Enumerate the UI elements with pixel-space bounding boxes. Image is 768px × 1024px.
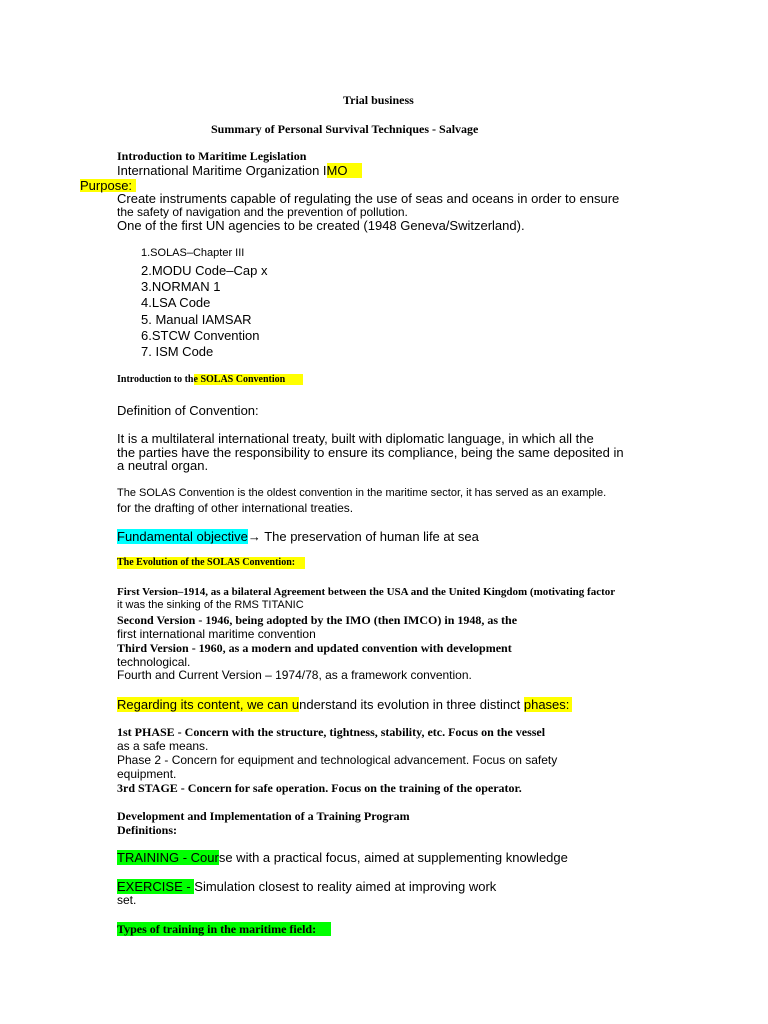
phase-3-line-1: 3rd STAGE - Concern for safe operation. Focus on the training of the operator. <box>117 781 522 795</box>
phase-2-line-2: equipment. <box>117 767 177 781</box>
list-item: 5. Manual IAMSAR <box>141 312 252 327</box>
exercise-text: Simulation closest to reality aimed at improving work <box>194 879 497 894</box>
fundamental-highlight: Fundamental objective <box>117 529 248 544</box>
training-definition <box>117 851 568 864</box>
version-3-line-1: Third Version - 1960, as a modern and updated convention with development <box>117 641 512 655</box>
purpose-line-2: the safety of navigation and the prevention of pollution. <box>117 205 408 219</box>
regarding-line <box>117 698 572 711</box>
solas-intro-highlight: e SOLAS Convention <box>194 374 304 385</box>
exercise-highlight: EXERCISE - <box>117 879 195 894</box>
exercise-definition <box>117 880 496 893</box>
oldest-line-2: for the drafting of other international treaties. <box>117 501 354 515</box>
imo-text: International Maritime Organization I <box>117 163 327 178</box>
evolution-heading: The Evolution of the SOLAS Convention: <box>117 557 305 569</box>
definition-heading: Definition of Convention: <box>117 403 259 418</box>
list-item: 7. ISM Code <box>141 344 214 359</box>
document-title: Trial business <box>343 93 414 107</box>
definition-line-2: the parties have the responsibility to ensure its compliance, being the same deposited in <box>117 445 624 460</box>
version-3-line-2: technological. <box>117 655 191 669</box>
version-1-line-2: it was the sinking of the RMS TITANIC <box>117 599 304 611</box>
regarding-text: nderstand its evolution in three distinct <box>299 697 524 712</box>
purpose-line-3: One of the first UN agencies to be created (1948 Geneva/Switzerland). <box>117 218 525 233</box>
list-item: 1.SOLAS–Chapter III <box>141 247 245 259</box>
development-heading: Development and Implementation of a Training Program <box>117 809 410 823</box>
version-2-line-1: Second Version - 1946, being adopted by the IMO (then IMCO) in 1948, as the <box>117 613 518 627</box>
oldest-line-1: The SOLAS Convention is the oldest convention in the maritime sector, it has served as an example. <box>117 487 607 499</box>
solas-intro-heading <box>117 375 303 385</box>
version-1-line-1: First Version–1914, as a bilateral Agreement between the USA and the United Kingdom (motivating factor <box>117 586 616 598</box>
definition-line-1: It is a multilateral international treaty, built with diplomatic language, in which all the <box>117 431 594 446</box>
version-2-line-2: first international maritime convention <box>117 627 316 641</box>
fundamental-objective <box>117 530 479 543</box>
definition-line-3: a neutral organ. <box>117 458 209 473</box>
regarding-highlight: Regarding its content, we can u <box>117 697 300 712</box>
training-text: se with a practical focus, aimed at supplementing knowledge <box>218 850 568 865</box>
list-item: 6.STCW Convention <box>141 328 260 343</box>
fundamental-text: → The preservation of human life at sea <box>247 529 479 544</box>
solas-intro-text: Introduction to th <box>117 374 194 385</box>
document-subtitle: Summary of Personal Survival Techniques - Salvage <box>211 122 479 136</box>
list-item: 2.MODU Code–Cap x <box>141 263 268 278</box>
phase-2-line-1: Phase 2 - Concern for equipment and technological advancement. Focus on safety <box>117 753 558 767</box>
imo-highlight: MO <box>327 163 362 178</box>
imo-line <box>117 164 362 177</box>
types-heading: Types of training in the maritime field: <box>117 922 332 936</box>
exercise-line-2: set. <box>117 893 137 907</box>
purpose-label: Purpose: <box>80 179 136 192</box>
list-item: 3.NORMAN 1 <box>141 279 221 294</box>
version-4-line-1: Fourth and Current Version – 1974/78, as a framework convention. <box>117 668 472 682</box>
phase-1-line-2: as a safe means. <box>117 739 209 753</box>
list-item: 4.LSA Code <box>141 295 211 310</box>
purpose-line-1: Create instruments capable of regulating the use of seas and oceans in order to ensure <box>117 191 620 206</box>
definitions-heading: Definitions: <box>117 823 177 837</box>
phase-1-line-1: 1st PHASE - Concern with the structure, tightness, stability, etc. Focus on the vessel <box>117 725 546 739</box>
intro-heading: Introduction to Maritime Legislation <box>117 149 307 163</box>
phases-highlight: phases: <box>524 697 573 712</box>
training-highlight: TRAINING - Cour <box>117 850 219 865</box>
